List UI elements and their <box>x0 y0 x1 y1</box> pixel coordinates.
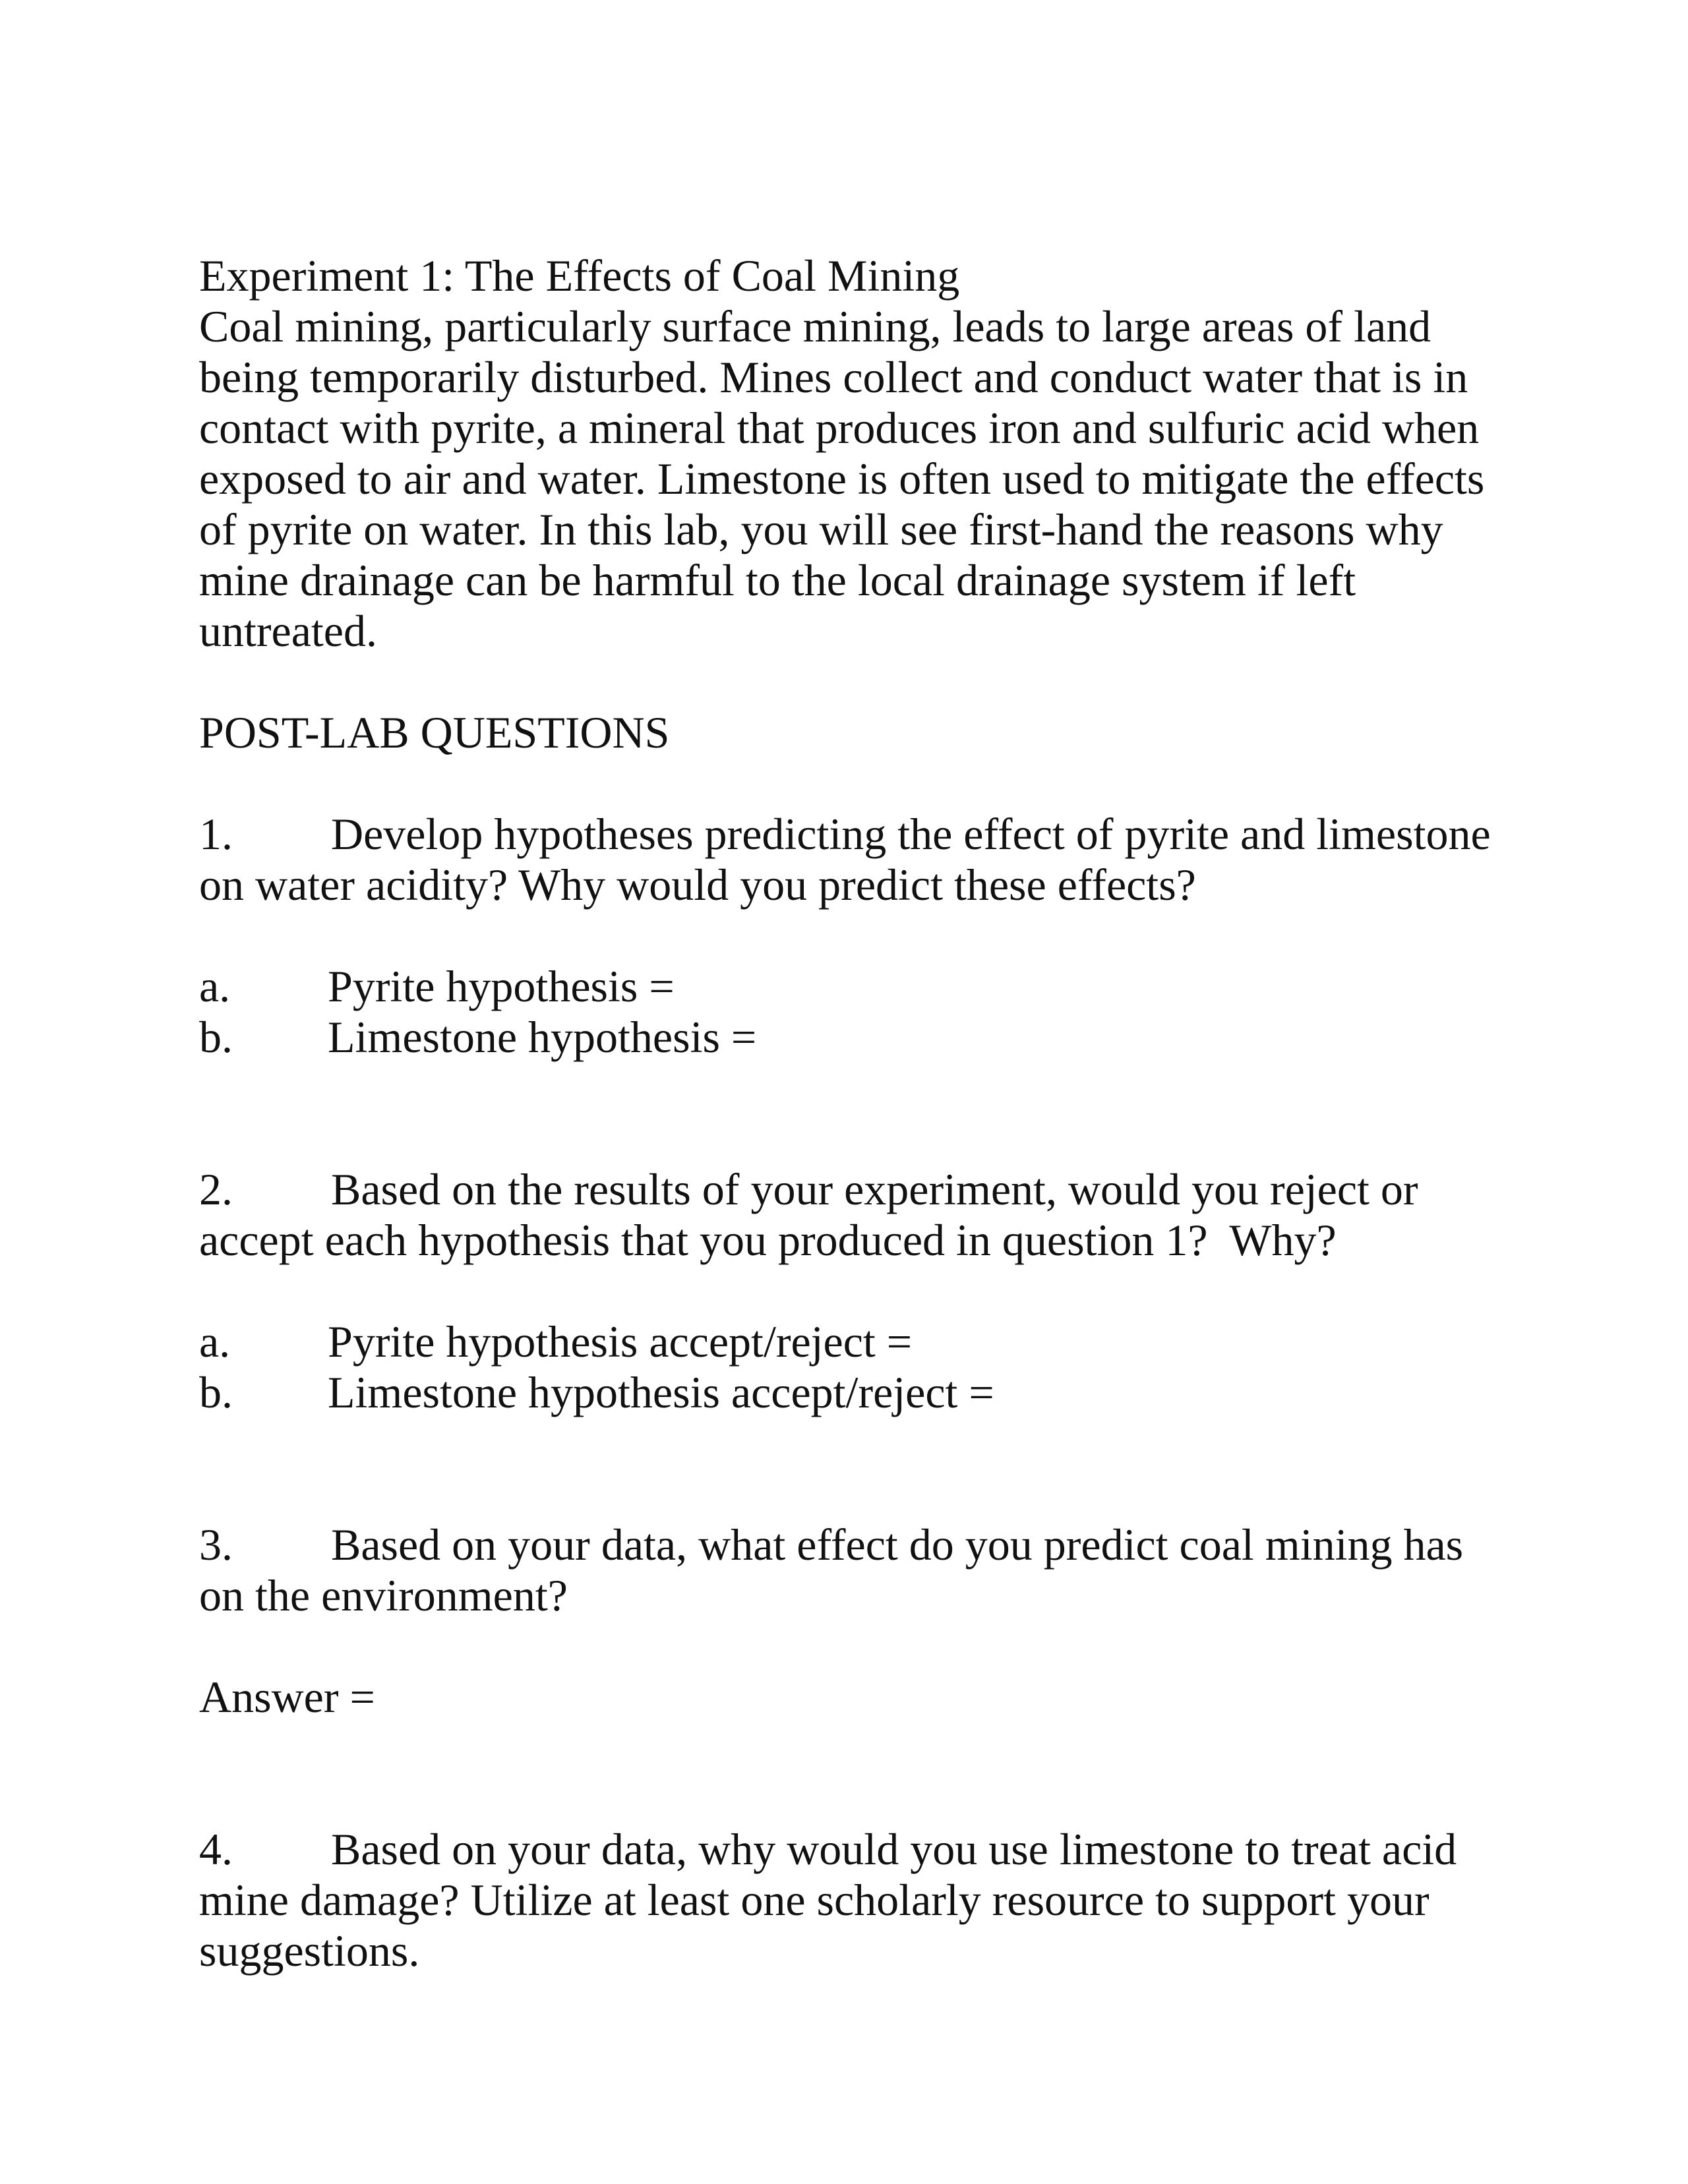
spacer <box>199 1418 1518 1520</box>
question-line: mine damage? Utilize at least one scholarly resource to support your <box>199 1875 1430 1925</box>
sub-item <box>199 1316 1518 1367</box>
question-text: Based on your data, why would you use limestone to treat acid <box>331 1824 1457 1874</box>
sub-item-letter: a. <box>199 961 231 1011</box>
question-number: 4. <box>199 1824 233 1874</box>
sub-item-letter: b. <box>199 1012 233 1062</box>
intro-line: exposed to air and water. Limestone is often used to mitigate the effects <box>199 454 1485 504</box>
question-2 <box>199 1164 1518 1266</box>
question-line: on the environment? <box>199 1570 568 1620</box>
sub-item-letter: a. <box>199 1316 231 1367</box>
document-title: Experiment 1: The Effects of Coal Mining <box>199 251 960 301</box>
intro-line: mine drainage can be harmful to the local drainage system if left <box>199 555 1356 605</box>
spacer <box>199 1723 1518 1824</box>
section-heading: POST-LAB QUESTIONS <box>199 707 670 757</box>
sub-item <box>199 1012 1518 1063</box>
intro-line: contact with pyrite, a mineral that produces iron and sulfuric acid when <box>199 403 1480 453</box>
spacer <box>199 1063 1518 1164</box>
intro-line: Coal mining, particularly surface mining, leads to large areas of land <box>199 301 1432 351</box>
question-line: accept each hypothesis that you produced in question 1? Why? <box>199 1215 1337 1265</box>
sub-item-text: Limestone hypothesis accept/reject = <box>328 1367 994 1417</box>
question-number: 1. <box>199 809 233 859</box>
sub-item-text: Pyrite hypothesis = <box>328 961 675 1011</box>
sub-item-text: Limestone hypothesis = <box>328 1012 757 1062</box>
question-text: Develop hypotheses predicting the effect of pyrite and limestone <box>331 809 1491 859</box>
question-4 <box>199 1824 1518 1976</box>
question-number: 3. <box>199 1520 233 1570</box>
intro-line: of pyrite on water. In this lab, you will see first-hand the reasons why <box>199 504 1443 554</box>
document-content <box>199 251 1518 2027</box>
question-line <box>199 1824 1518 1875</box>
question-text: Based on your data, what effect do you predict coal mining has <box>331 1520 1464 1570</box>
question-3 <box>199 1520 1518 1621</box>
answer-label: Answer = <box>199 1672 375 1722</box>
question-1-sub-list <box>199 961 1518 1063</box>
intro-paragraph <box>199 301 1518 657</box>
intro-line: being temporarily disturbed. Mines collect and conduct water that is in <box>199 352 1468 402</box>
question-number: 2. <box>199 1164 233 1214</box>
intro-line: untreated. <box>199 606 377 656</box>
question-line: on water acidity? Why would you predict these effects? <box>199 860 1196 910</box>
sub-item <box>199 1367 1518 1418</box>
question-line <box>199 1164 1518 1215</box>
question-2-sub-list <box>199 1316 1518 1418</box>
sub-item-text: Pyrite hypothesis accept/reject = <box>328 1316 913 1367</box>
sub-item <box>199 961 1518 1012</box>
question-line <box>199 809 1518 860</box>
question-line <box>199 1520 1518 1570</box>
question-text: Based on the results of your experiment, would you reject or <box>331 1164 1418 1214</box>
question-line: suggestions. <box>199 1926 420 1976</box>
sub-item-letter: b. <box>199 1367 233 1417</box>
question-1 <box>199 809 1518 910</box>
